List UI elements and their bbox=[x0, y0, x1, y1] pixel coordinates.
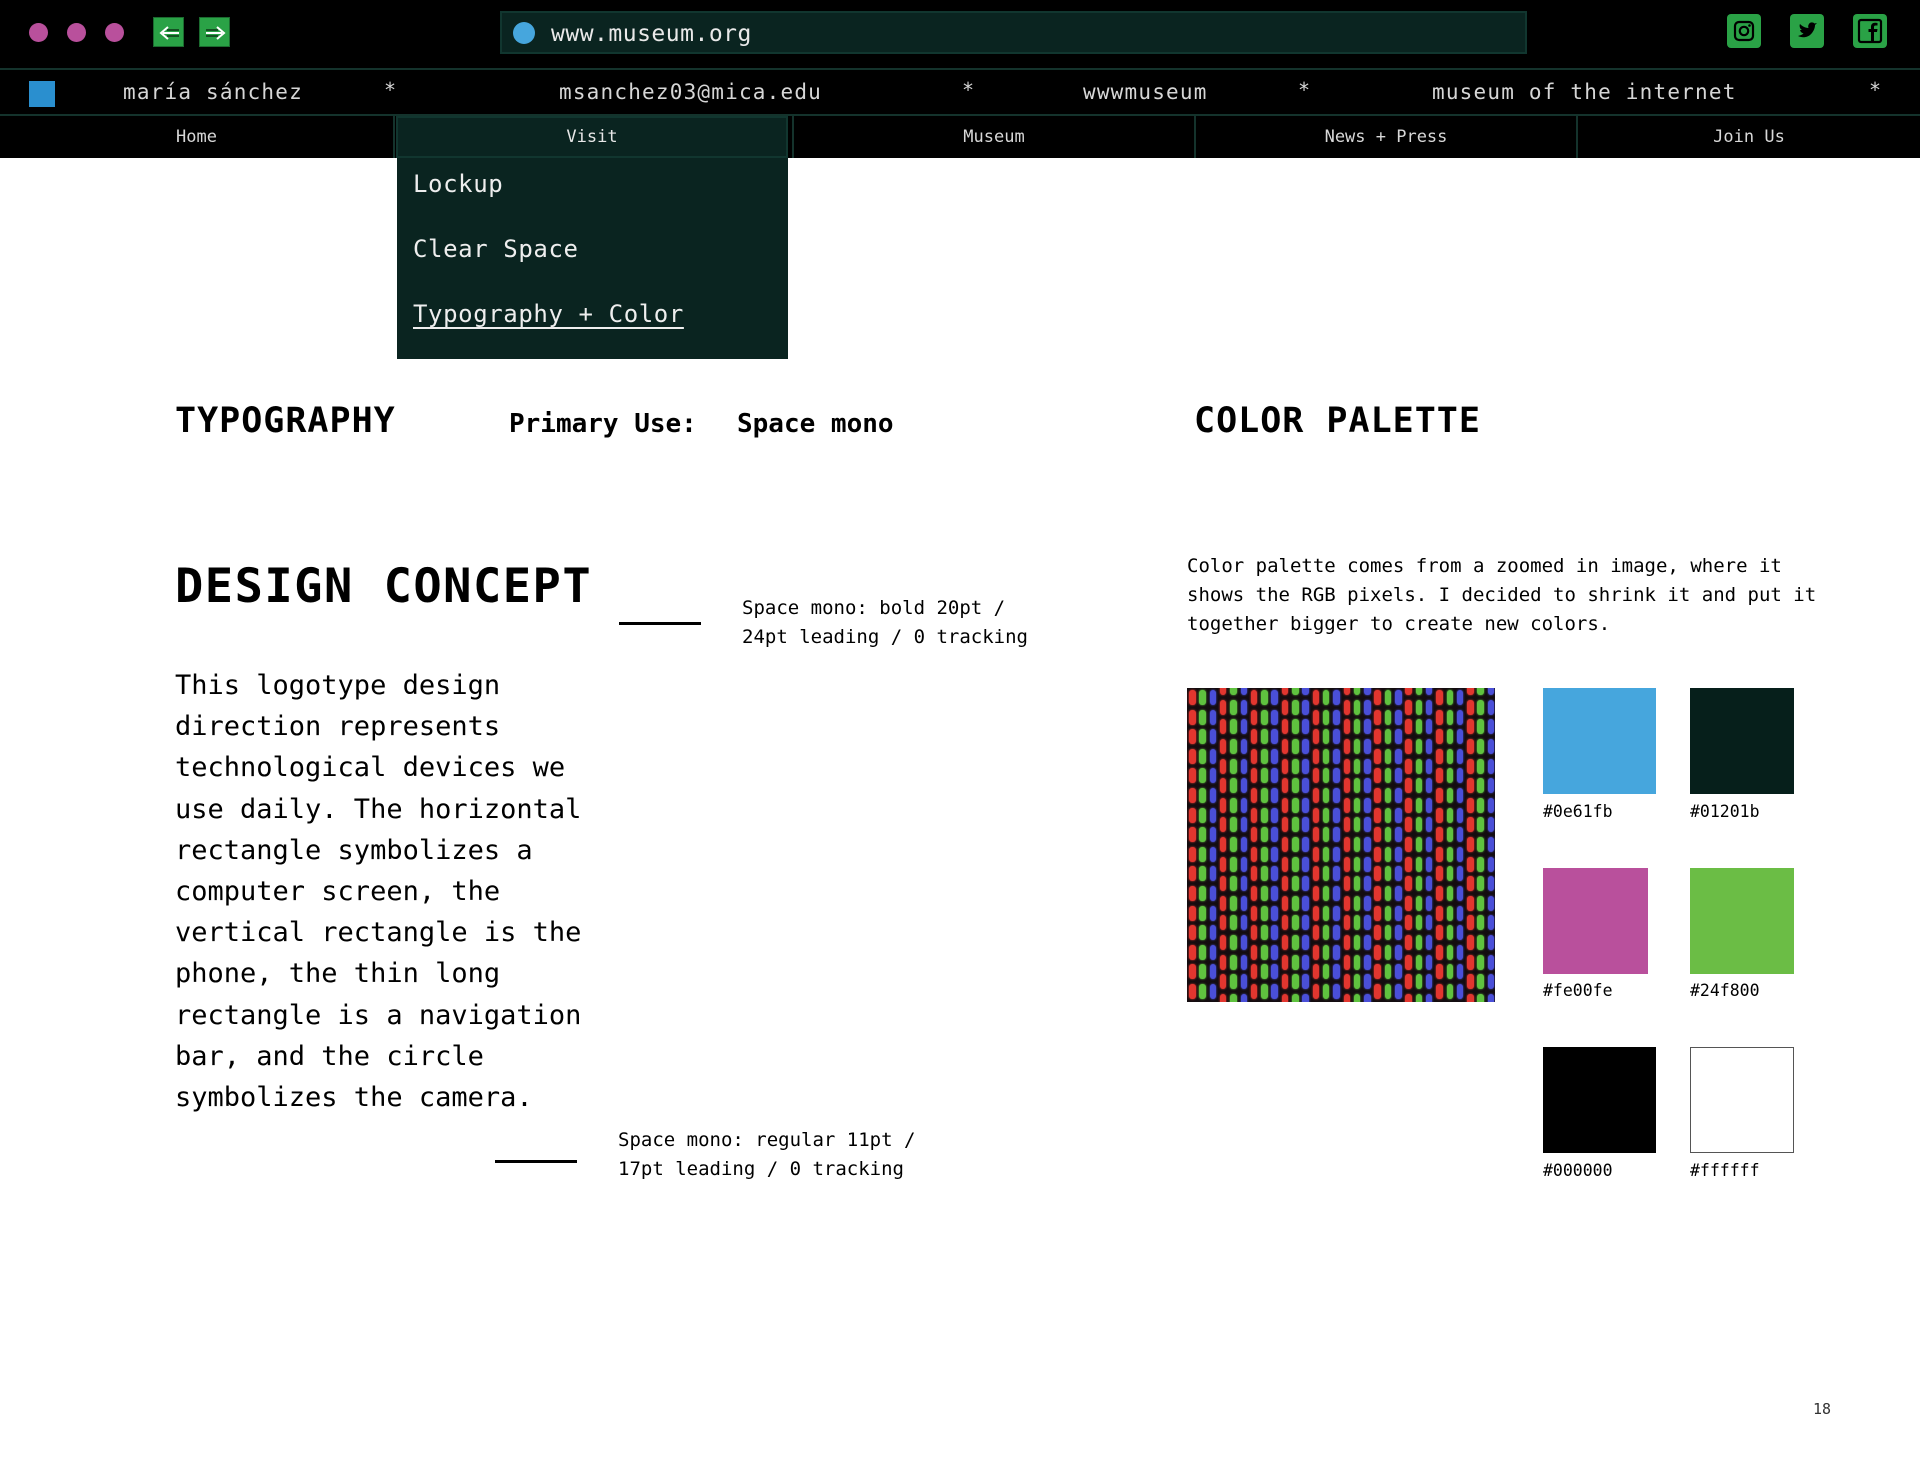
info-author-name: maría sánchez bbox=[123, 80, 303, 104]
main-menu-bar bbox=[0, 114, 1920, 158]
info-tagline: museum of the internet bbox=[1432, 80, 1737, 104]
arrow-left-icon bbox=[159, 25, 180, 41]
menu-item-label: Join Us bbox=[1713, 127, 1785, 147]
color-palette-heading: COLOR PALETTE bbox=[1194, 401, 1481, 441]
asterisk-separator: * bbox=[384, 78, 397, 102]
design-concept-heading: DESIGN CONCEPT bbox=[175, 559, 593, 614]
menu-item-label: Home bbox=[176, 127, 217, 147]
swatch-green bbox=[1690, 868, 1794, 974]
dropdown-item-clear-space[interactable]: Clear Space bbox=[413, 235, 579, 263]
menu-divider bbox=[393, 116, 395, 158]
design-concept-body: This logotype design direction represents technological devices we use daily. The horizontal rectangle symbolizes a computer screen, the vertical rectangle is the phone, the thin long rectangle is a navigation bar, and the circle symbolizes the camera. bbox=[175, 670, 582, 1114]
heading-spec-line: Space mono: bold 20pt / bbox=[742, 597, 1006, 619]
color-palette-description: Color palette comes from a zoomed in image, where it shows the RGB pixels. I decided to shrink it and put it together bigger to create new colors. bbox=[1187, 555, 1817, 635]
swatch-magenta bbox=[1543, 868, 1648, 974]
globe-icon bbox=[513, 22, 535, 44]
swatch-label: #0e61fb bbox=[1543, 802, 1613, 821]
address-bar[interactable] bbox=[500, 11, 1527, 54]
heading-spec-line: 24pt leading / 0 tracking bbox=[742, 626, 1028, 648]
menu-item-label: Museum bbox=[963, 127, 1025, 147]
asterisk-separator: * bbox=[962, 78, 975, 102]
menu-item-home[interactable] bbox=[0, 116, 393, 158]
typography-heading: TYPOGRAPHY bbox=[175, 401, 396, 441]
swatch-label: #01201b bbox=[1690, 802, 1760, 821]
menu-item-museum[interactable] bbox=[794, 116, 1194, 158]
url-text: www.museum.org bbox=[551, 21, 752, 47]
window-maximize-dot[interactable] bbox=[105, 23, 124, 42]
window-minimize-dot[interactable] bbox=[67, 23, 86, 42]
heading-spec-note bbox=[742, 594, 1028, 652]
menu-item-label: Visit bbox=[566, 127, 618, 147]
spec-pointer-line bbox=[619, 622, 701, 625]
swatch-label: #fe00fe bbox=[1543, 981, 1613, 1000]
menu-item-news-press[interactable] bbox=[1196, 116, 1576, 158]
swatch-white bbox=[1690, 1047, 1794, 1153]
visit-dropdown-menu bbox=[397, 158, 788, 359]
twitter-icon[interactable] bbox=[1790, 14, 1824, 48]
back-button[interactable] bbox=[153, 17, 184, 47]
arrow-right-icon bbox=[205, 25, 226, 41]
body-spec-note bbox=[618, 1126, 915, 1184]
info-email: msanchez03@mica.edu bbox=[559, 80, 823, 104]
menu-item-join-us[interactable] bbox=[1578, 116, 1920, 158]
swatch-dark-green bbox=[1690, 688, 1794, 794]
info-site-name: wwwmuseum bbox=[1083, 80, 1208, 104]
facebook-icon[interactable] bbox=[1853, 14, 1887, 48]
swatch-blue bbox=[1543, 688, 1656, 794]
browser-top-bar bbox=[0, 0, 1920, 68]
body-spec-line: 17pt leading / 0 tracking bbox=[618, 1158, 904, 1180]
page-number: 18 bbox=[1813, 1400, 1832, 1418]
asterisk-separator: * bbox=[1298, 78, 1311, 102]
window-close-dot[interactable] bbox=[29, 23, 48, 42]
forward-button[interactable] bbox=[199, 17, 230, 47]
menu-item-visit[interactable] bbox=[396, 116, 788, 158]
spec-pointer-line bbox=[495, 1160, 577, 1163]
swatch-black bbox=[1543, 1047, 1656, 1153]
logo-square-icon bbox=[29, 81, 55, 107]
body-spec-line: Space mono: regular 11pt / bbox=[618, 1129, 916, 1151]
swatch-label: #24f800 bbox=[1690, 981, 1760, 1000]
primary-use-label: Primary Use: bbox=[509, 409, 697, 439]
asterisk-separator: * bbox=[1869, 78, 1882, 102]
rgb-pixels-image bbox=[1187, 688, 1495, 1002]
swatch-label: #ffffff bbox=[1690, 1161, 1760, 1180]
instagram-icon[interactable] bbox=[1727, 14, 1761, 48]
swatch-label: #000000 bbox=[1543, 1161, 1613, 1180]
primary-use-value: Space mono bbox=[737, 409, 894, 439]
info-bar bbox=[0, 68, 1920, 114]
dropdown-item-lockup[interactable]: Lockup bbox=[413, 170, 504, 198]
dropdown-item-typography-color[interactable]: Typography + Color bbox=[413, 300, 684, 328]
menu-item-label: News + Press bbox=[1324, 127, 1448, 147]
